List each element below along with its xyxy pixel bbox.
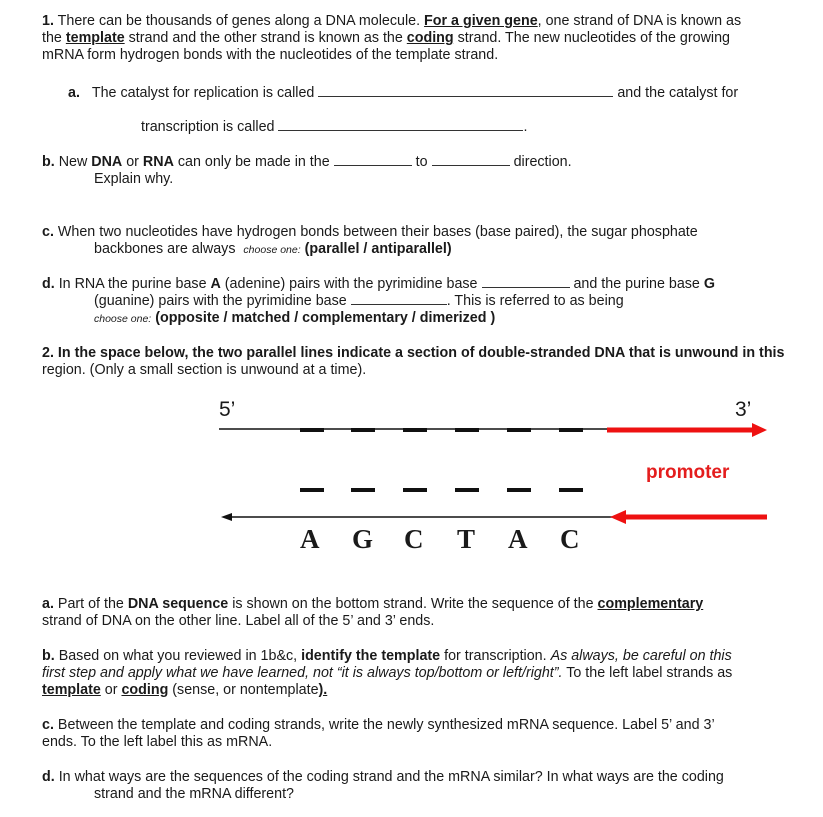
q1a-period: .	[523, 119, 528, 135]
q2a-label: a.	[42, 596, 54, 612]
q1b-explain: Explain why.	[94, 171, 174, 187]
bottom-base-3: C	[404, 524, 424, 554]
q2b-italic-2: first step and apply what we have learned, not “it is always top/bottom or left/right”.	[42, 665, 563, 681]
q2b-text-3: To the left label strands as	[562, 665, 733, 681]
mrna-base-blank-1[interactable]	[300, 488, 324, 492]
q1a-text-1: The catalyst for replication is called	[91, 85, 315, 101]
q1-for-given-gene: For a given gene	[424, 13, 538, 29]
q1b-label: b.	[42, 154, 55, 170]
mrna-base-blank-2[interactable]	[351, 488, 375, 492]
q2a-line2: strand of DNA on the other line. Label all of the 5’ and 3’ ends.	[42, 613, 435, 629]
top-5-prime-label: 5’	[219, 398, 236, 421]
q1a-text-3: transcription is called	[141, 119, 275, 135]
q2c-label: c.	[42, 717, 54, 733]
q2-intro-2: region. (Only a small section is unwound at a time).	[42, 362, 367, 378]
q2c-line1	[42, 717, 715, 734]
bottom-base-5: A	[508, 524, 528, 554]
mrna-base-blank-4[interactable]	[455, 488, 479, 492]
q2d-label: d.	[42, 769, 55, 785]
q2b-line3	[42, 682, 327, 699]
bottom-base-2: G	[352, 524, 374, 554]
q1b-to: to	[415, 154, 428, 170]
mrna-base-blank-5[interactable]	[507, 488, 531, 492]
q2b-template: template	[42, 682, 101, 698]
q1b-text-2: can only be made in the	[173, 154, 334, 170]
mrna-base-blank-6[interactable]	[559, 488, 583, 492]
q2b-or: or	[100, 682, 122, 698]
q1d-text-5: . This is referred to as being	[446, 293, 624, 309]
bottom-promoter-arrowhead	[610, 510, 626, 524]
q1-text-1: There can be thousands of genes along a DNA molecule.	[53, 13, 425, 29]
q1d-base-a: A	[210, 276, 221, 292]
q1-coding-term: coding	[406, 30, 454, 46]
q1d-text-4: (guanine) pairs with the pyrimidine base	[94, 293, 347, 309]
q2b-end: ).	[318, 682, 328, 698]
q1-line2-text-3: strand. The new nucleotides of the growing	[453, 30, 730, 46]
q2-intro-1-text: 2. In the space below, the two parallel lines indicate a section of double-stranded DNA that is unwound in this	[42, 345, 785, 361]
q1d-label: d.	[42, 276, 55, 292]
top-promoter-arrowhead	[752, 423, 767, 437]
q1d-base-g: G	[703, 276, 715, 292]
top-base-blank-5[interactable]	[507, 428, 531, 432]
bottom-base-4: T	[457, 524, 476, 554]
bottom-base-6: C	[560, 524, 580, 554]
q1-number: 1.	[42, 13, 54, 29]
q2b-line1	[42, 648, 732, 665]
bottom-base-1: A	[300, 524, 320, 554]
q2d-line2: strand and the mRNA different?	[94, 786, 295, 802]
top-base-blank-6[interactable]	[559, 428, 583, 432]
q2b-italic-1: As always, be careful on this	[550, 648, 732, 664]
q2a-complementary: complementary	[597, 596, 704, 612]
q2b-text-1: Based on what you reviewed in 1b&c,	[54, 648, 302, 664]
q1a-text-2: and the catalyst for	[617, 85, 739, 101]
q2c-text-1: Between the template and coding strands, write the newly synthesized mRNA sequence. Label 5’ and 3’	[53, 717, 715, 733]
q2b-label: b.	[42, 648, 55, 664]
q1-line2-text-2: strand and the other strand is known as the	[124, 30, 407, 46]
top-base-blank-2[interactable]	[351, 428, 375, 432]
q2b-coding: coding	[121, 682, 169, 698]
q1d-text-2: (adenine) pairs with the pyrimidine base	[220, 276, 478, 292]
q2a-dna-sequence: DNA sequence	[127, 596, 229, 612]
q1d-choose-one: choose one:	[94, 313, 152, 325]
q1d-options[interactable]: (opposite / matched / complementary / dimerized )	[155, 310, 496, 326]
q1-template-term: template	[65, 30, 125, 46]
top-3-prime-label: 3’	[735, 398, 752, 421]
q1-line2-text-1: the	[42, 30, 66, 46]
q2b-line2	[42, 665, 732, 682]
q1c-choose-one: choose one:	[243, 244, 301, 256]
q2a-text-2: is shown on the bottom strand. Write the sequence of the	[228, 596, 598, 612]
q1d-text-3: and the purine base	[573, 276, 704, 292]
q1d-text-1: In RNA the purine base	[54, 276, 211, 292]
top-base-blank-3[interactable]	[403, 428, 427, 432]
q2b-identify-template: identify the template	[301, 648, 441, 664]
q1b-or: or	[122, 154, 143, 170]
q2c-line2: ends. To the left label this as mRNA.	[42, 734, 273, 750]
q2d-text-1: In what ways are the sequences of the coding strand and the mRNA similar? In what ways are the coding	[54, 769, 724, 785]
q2d-line1	[42, 769, 724, 786]
q1b-dna: DNA	[91, 154, 123, 170]
q1c-text-1: When two nucleotides have hydrogen bonds between their bases (base paired), the sugar phosphate	[53, 224, 698, 240]
q1b-text-1: New	[54, 154, 92, 170]
q1-text-2: , one strand of DNA is known as	[537, 13, 742, 29]
top-base-blank-4[interactable]	[455, 428, 479, 432]
bottom-strand-arrowhead	[221, 513, 232, 521]
q2b-text-2: for transcription.	[440, 648, 551, 664]
q1a-label: a.	[68, 85, 80, 101]
q2a-text-1: Part of the	[53, 596, 128, 612]
mrna-base-blank-3[interactable]	[403, 488, 427, 492]
q1c-options[interactable]: (parallel / antiparallel)	[304, 241, 452, 257]
q2b-text-4: (sense, or nontemplate	[168, 682, 319, 698]
q1-line3: mRNA form hydrogen bonds with the nucleotides of the template strand.	[42, 47, 499, 63]
q1b-rna: RNA	[142, 154, 174, 170]
top-base-blank-1[interactable]	[300, 428, 324, 432]
q1b-direction: direction.	[513, 154, 572, 170]
q1c-text-2: backbones are always	[94, 241, 236, 257]
promoter-label: promoter	[646, 462, 730, 483]
q2a-line1	[42, 596, 703, 613]
q1c-label: c.	[42, 224, 54, 240]
